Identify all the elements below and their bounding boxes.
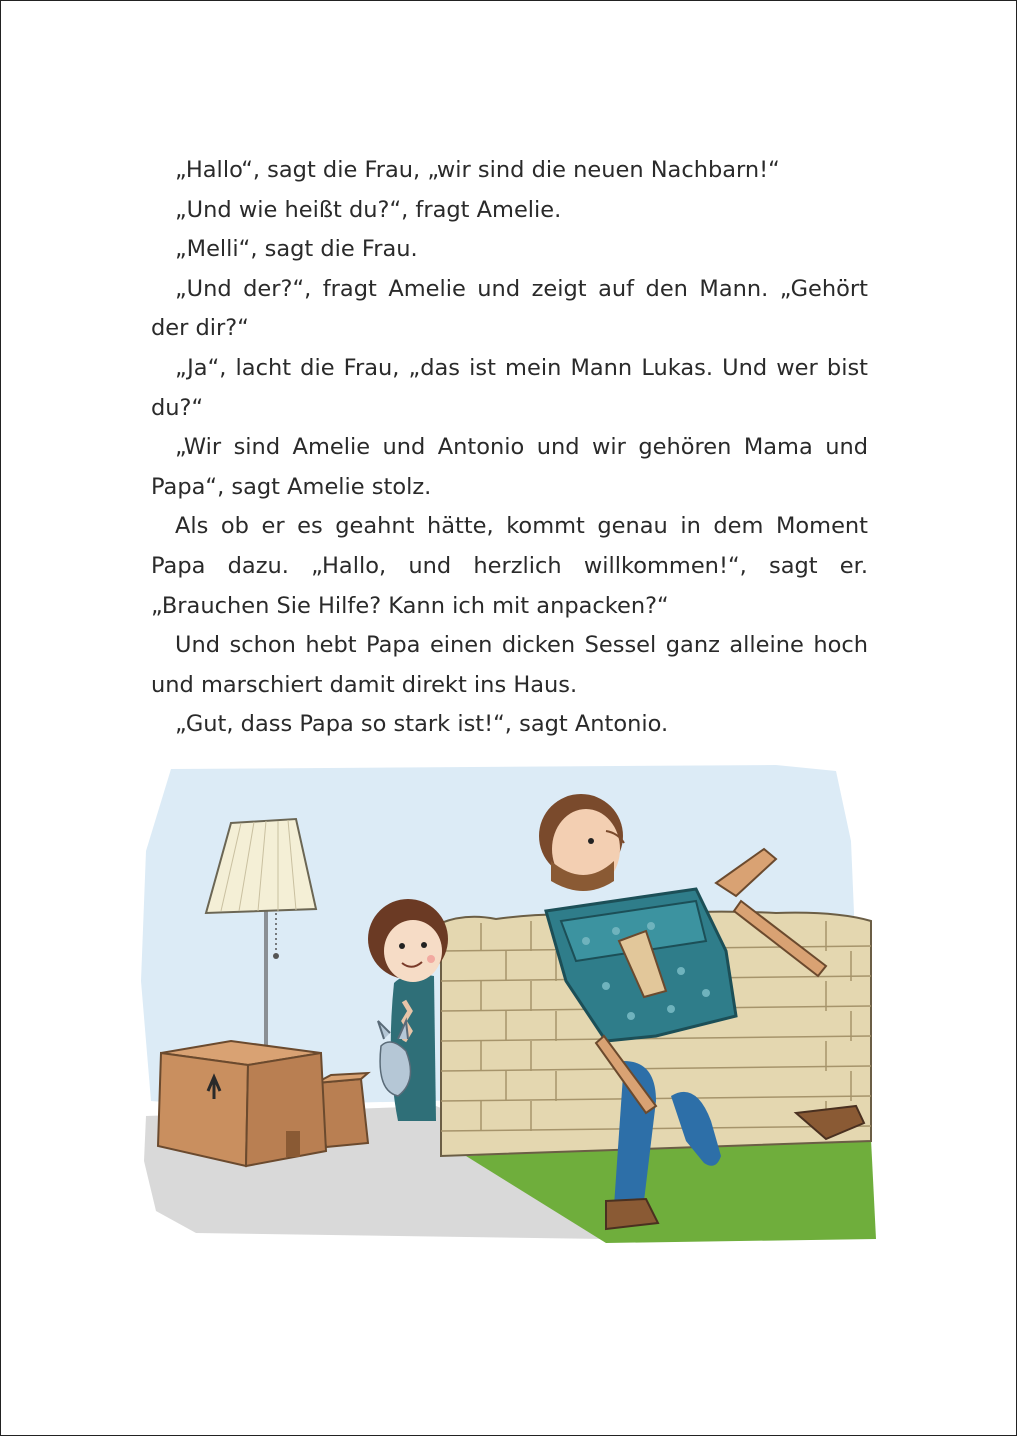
paragraph-5: „Ja“, lacht die Frau, „das ist mein Mann Lukas. Und wer bist du?“ (151, 354, 868, 421)
paragraph-2: „Und wie heißt du?“, fragt Amelie. (175, 196, 562, 223)
paragraph-1: „Hallo“, sagt die Frau, „wir sind die neuen Nachbarn!“ (175, 157, 780, 183)
story-text (151, 151, 868, 745)
paragraph-6: „Wir sind Amelie und Antonio und wir gehören Mama und Papa“, sagt Amelie stolz. (151, 434, 868, 500)
paragraph-8: Und schon hebt Papa einen dicken Sessel ganz alleine hoch und marschiert damit direkt ins Haus. (151, 632, 868, 698)
paragraph-4: „Und der?“, fragt Amelie und zeigt auf den Mann. „Gehört der dir?“ (151, 275, 868, 342)
paragraph-9: „Gut, dass Papa so stark ist!“, sagt Antonio. (175, 711, 669, 738)
paragraph-7: Als ob er es geahnt hätte, kommt genau in dem Moment Papa dazu. „Hallo, und herzlich willkommen!“, sagt er. „Brauchen Sie Hilfe? Kann ich mit anpacken?“ (151, 513, 868, 619)
moving-day-illustration (136, 761, 881, 1261)
paragraph-3: „Melli“, sagt die Frau. (175, 236, 418, 263)
